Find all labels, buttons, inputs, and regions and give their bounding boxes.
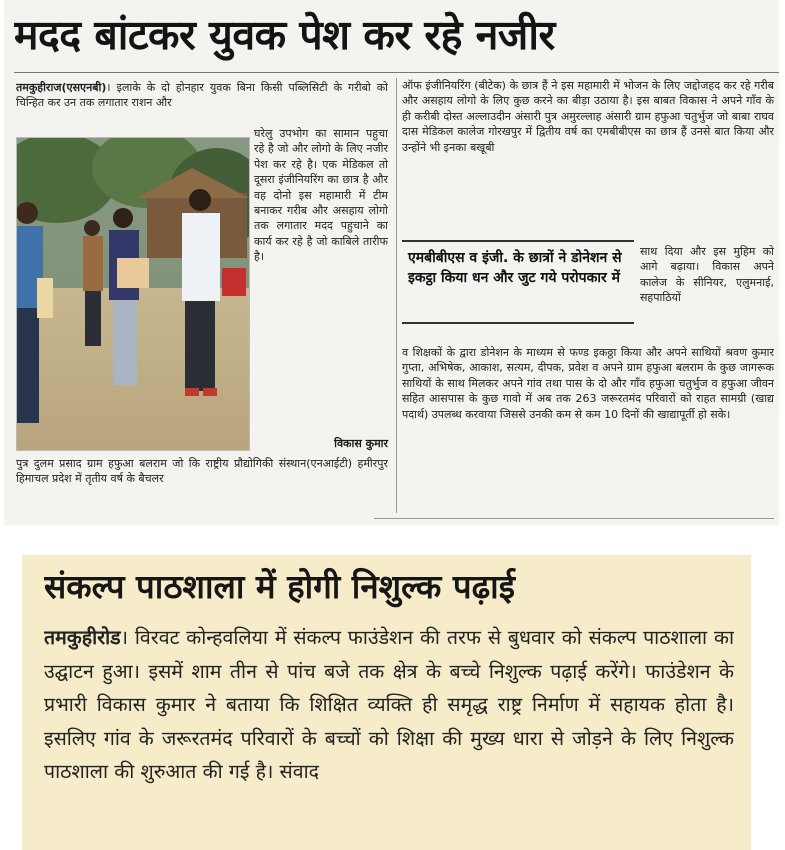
article-2-body xyxy=(44,621,734,850)
article-1-right-narrow xyxy=(640,244,774,344)
article-2-dateline: तमकुहीरोड xyxy=(44,626,121,649)
article-1-pull-quote xyxy=(402,240,634,324)
article-1-photo xyxy=(16,137,250,451)
narrow-column-text: घरेलु उपभोग का सामान पहुचा रहे है जो और लोगो के लिए नजीर पेश कर रहे है। एक मेडिकल तो दूसरा इंजीनियरिंग का छात्र है और वह दोनो इस महामारी में टीम बनाकर गरीब और असहाय लोगो तक लगातार मदद पहुचाने का कार्य कर रहे है जो काबिले तारीफ है। xyxy=(254,127,388,264)
article-1-lead-text: । इलाके के दो होनहार युवक बिना किसी पब्लिसिटी के गरीबो को चिन्हित कर उन तक लगातार राशन और xyxy=(16,81,388,110)
article-1-bottom-left xyxy=(16,456,388,506)
bottom-left-text: पुत्र दुलम प्रसाद ग्राम हफुआ बलराम जो कि राष्ट्रीय प्रौद्योगिकी संस्थान(एनआईटी) हमीरपुर हिमाचल प्रदेश में तृतीय वर्ष के बैचलर xyxy=(16,457,388,486)
article-1-lead xyxy=(16,80,388,128)
headline-divider xyxy=(14,72,779,73)
article-2-headline: संकल्प पाठशाला में होगी निशुल्क पढ़ाई xyxy=(44,567,515,606)
article-2-body-text: । विरवट कोन्हवलिया में संकल्प फाउंडेशन की तरफ से बुधवार को संकल्प पाठशाला का उद्घाटन हुआ। इसमें शाम तीन से पांच बजे तक क्षेत्र के बच्चे निशुल्क पढ़ाई करेंगे। फाउंडेशन के प्रभारी विकास कुमार ने बताया कि शिक्षित व्यक्ति ही समृद्ध राष्ट्र निर्माण में सहायक होता है। इसलिए गांव के जरूरतमंद परिवारों के बच्चों को शिक्षा की मुख्य धारा से जोड़ने के लिए निशुल्क पाठशाला की शुरुआत की गई है। संवाद xyxy=(44,626,734,783)
article-end-rule xyxy=(374,518,774,519)
article-1-right-bottom xyxy=(402,345,774,505)
right-top-text: ऑफ इंजीनियरिंग (बीटेक) के छात्र हैं ने इस महामारी में भोजन के लिए जद्दोजहद कर रहे गरीब और असहाय लोगो के लिए कुछ करने का बीड़ा उठाया है। इस बाबत विकास ने अपने गाँव के ही करीबी दोस्त अल्लाउदीन अंसारी पुत्र अमुरल्लाह अंसारी ग्राम हफुआ चतुर्भुज जो बाबा राघव दास मेडिकल कालेज गोरखपुर में द्वितीय वर्ष का एमबीबीएस का छात्र हैं उनसे बात किया और उन्होंने भी इनका बखूबी xyxy=(402,79,774,154)
right-bottom-text: व शिक्षकों के द्वारा डोनेशन के माध्यम से फण्ड इकठ्ठा किया और अपने साथियों श्रवण कुमार गुप्ता, अभिषेक, आकाश, सत्यम, दीपक, प्रवेश व अपने ग्राम हफुआ बलराम के कुछ जागरूक साथियों के साथ मिलकर अपने गांव तथा पास के दो और गाँव हफुआ चतुर्भुज व हफुआ जीवन सहित आसपास के कुछ गावो में अब तक 263 जरूरतमंद परिवारों को राहत सामग्री (खाद्य पदार्थ) उपलब्ध करवाया जिससे उनकी कम से कम 10 दिनों की खाद्यापूर्ती हो सके। xyxy=(402,346,774,421)
pull-quote-text: एमबीबीएस व इंजी. के छात्रों ने डोनेशन से इकट्ठा किया धन और जुट गये परोपकार में xyxy=(408,250,622,286)
column-divider xyxy=(396,78,397,513)
article-1-right-top xyxy=(402,78,774,248)
article-1-headline: मदद बांटकर युवक पेश कर रहे नजीर xyxy=(14,11,555,59)
article-clipping-1 xyxy=(4,0,779,525)
article-1-dateline: तमकुहीराज(एसएनबी) xyxy=(16,81,107,94)
article-1-byline: विकास कुमार xyxy=(334,437,388,450)
article-1-narrow-column xyxy=(254,126,388,426)
photo-illustration xyxy=(17,138,249,450)
right-narrow-text: साथ दिया और इस मुहिम को आगे बढ़ाया। विकास अपने कालेज के सीनियर, एलुमनाई, सहपाठियों xyxy=(640,245,774,305)
article-clipping-2 xyxy=(22,555,751,850)
